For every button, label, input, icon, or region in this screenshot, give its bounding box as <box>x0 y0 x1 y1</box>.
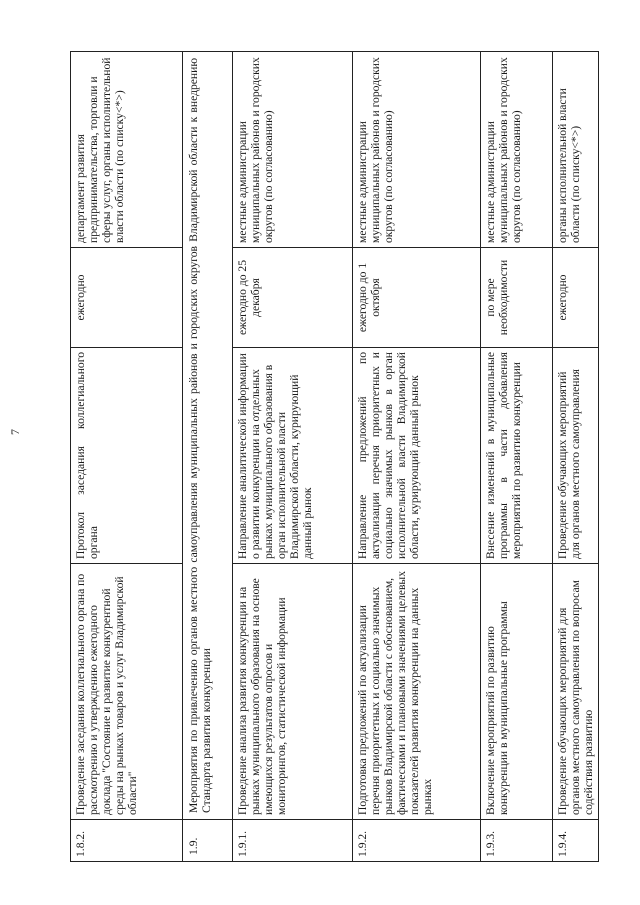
measures-table <box>70 51 599 862</box>
term-cell: по мере необходимости <box>481 248 553 348</box>
result-cell: Направление предложений по актуализации перечня приоритетных и социально значимых рынков в орган исполнительной власти Владимирской области, курирующий данный рынок <box>353 348 481 564</box>
section-number: 1.9. <box>183 820 233 862</box>
page-number: 7 <box>8 429 22 435</box>
term-cell: ежегодно <box>553 248 599 348</box>
result-cell: Проведение обучающих мероприятий для органов местного самоуправления <box>553 348 599 564</box>
responsible-cell: местные администрации муниципальных районов и городских округов (по согласованию) <box>353 52 481 248</box>
term-cell: ежегодно до 1 октября <box>353 248 481 348</box>
table-row <box>233 52 353 862</box>
result-cell: Протокол заседания коллегиального органа <box>71 348 183 564</box>
responsible-cell: органы исполнительной власти области (по списку<*>) <box>553 52 599 248</box>
row-number: 1.9.2. <box>353 820 481 862</box>
section-title: Мероприятия по привлечению органов местного самоуправления муниципальных районов и городских округов Владимирской области к внедрению Стандарта развития конкуренции <box>183 52 233 820</box>
responsible-cell: местные администрации муниципальных районов и городских округов (по согласованию) <box>481 52 553 248</box>
action-cell: Проведение обучающих мероприятий для органов местного самоуправления по вопросам содействия развитию <box>553 564 599 820</box>
table-row <box>481 52 553 862</box>
result-cell: Внесение изменений в муниципальные программы в части добавления мероприятий по развитию конкуренции <box>481 348 553 564</box>
action-cell: Проведение заседания коллегиального органа по рассмотрению и утверждению ежегодного доклада "Состояние и развитие конкурентной среды на рынках товаров и услуг Владимирской области" <box>71 564 183 820</box>
row-number: 1.8.2. <box>71 820 183 862</box>
table-row <box>71 52 183 862</box>
action-cell: Подготовка предложений по актуализации перечня приоритетных и социально значимых рынков Владимирской области с обоснованием, фактическими и плановыми значениями целевых показателей развития конкуренции на данных рынках <box>353 564 481 820</box>
responsible-cell: департамент развития предпринимательства, торговли и сферы услуг, органы исполнительной власти области (по списку<*>) <box>71 52 183 248</box>
table-row <box>553 52 599 862</box>
row-number: 1.9.4. <box>553 820 599 862</box>
responsible-cell: местные администрации муниципальных районов и городских округов (по согласованию) <box>233 52 353 248</box>
table-row <box>353 52 481 862</box>
row-number: 1.9.3. <box>481 820 553 862</box>
plan-table-rotated <box>70 52 595 862</box>
term-cell: ежегодно до 25 декабря <box>233 248 353 348</box>
term-cell: ежегодно <box>71 248 183 348</box>
action-cell: Включение мероприятий по развитию конкуренции в муниципальные программы <box>481 564 553 820</box>
result-cell: Направление аналитической информации о развитии конкуренции на отдельных рынках муниципального образования в орган исполнительной власти Владимирской области, курирующий данный рынок <box>233 348 353 564</box>
action-cell: Проведение анализа развития конкуренции на рынках муниципального образования на основе имеющихся результатов опросов и мониторингов, статистической информации <box>233 564 353 820</box>
section-row <box>183 52 233 862</box>
row-number: 1.9.1. <box>233 820 353 862</box>
